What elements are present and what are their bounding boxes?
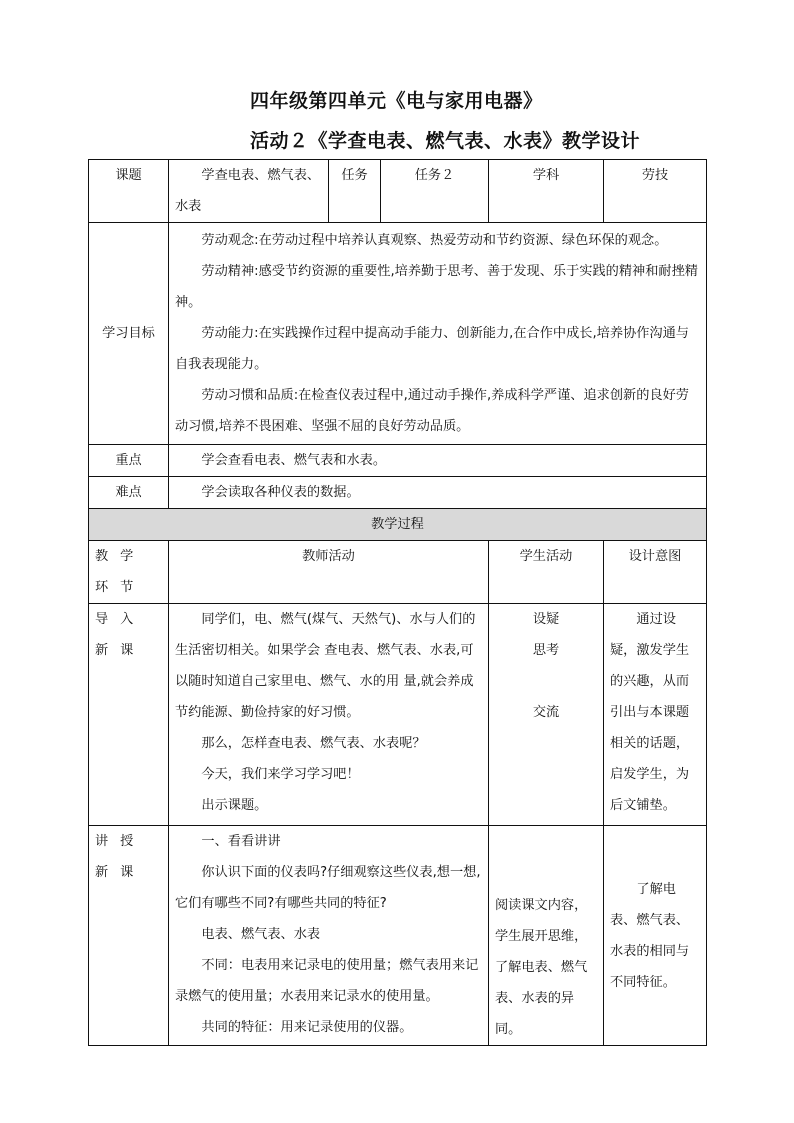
student-activity-line: 思考 — [532, 643, 560, 658]
student-activity-line — [495, 666, 597, 697]
student-column-header: 学生活动 — [489, 541, 604, 604]
key-point-label: 重点 — [89, 445, 169, 477]
key-point-row — [89, 445, 707, 477]
teacher-paragraph: 同学们，电、燃气(煤气、天然气)、水与人们的生活密切相关。如果学会 查电表、燃气表、水表,可以随时知道自己家里电、燃气、水的用 量,就会养成节约能源、勤俭持家的好习惯。 — [175, 612, 476, 720]
teacher-paragraph: 一、看看讲讲 — [201, 834, 281, 849]
key-point-value: 学会查看电表、燃气表和水表。 — [169, 445, 707, 477]
task-value: 任务２ — [381, 160, 489, 223]
subject-label: 学科 — [532, 168, 560, 183]
header-row — [89, 160, 707, 223]
difficulty-label: 难点 — [89, 477, 169, 509]
process-row-new — [89, 826, 707, 1046]
stage-cell — [89, 604, 169, 826]
teacher-activity-cell — [169, 604, 489, 826]
student-activity-line: 设疑 — [532, 612, 560, 627]
difficulty-row — [89, 477, 707, 509]
goal-item: 劳动精神:感受节约资源的重要性,培养勤于思考、善于发现、乐于实践的精神和耐挫精神。 — [175, 264, 698, 310]
teacher-paragraph: 那么，怎样查电表、燃气表、水表呢？ — [201, 736, 426, 751]
goal-item: 劳动观念:在劳动过程中培养认真观察、热爱劳动和节约资源、绿色环保的观念。 — [201, 233, 668, 248]
process-title: 教学过程 — [89, 509, 707, 541]
teacher-activity-cell — [169, 826, 489, 1046]
stage-text: 导入新课 — [95, 612, 146, 658]
document-subtitle: 活动２《学查电表、燃气表、水表》教学设计 — [250, 130, 641, 152]
subject-value: 劳技 — [604, 160, 707, 223]
goal-item: 劳动习惯和品质:在检查仪表过程中,通过动手操作,养成科学严谨、追求创新的良好劳动习惯,培养不畏困难、坚强不屈的良好劳动品质。 — [175, 388, 689, 434]
student-activity-text: 阅读课文内容，学生展开思维，了解电表、燃气表、水表的异同。 — [495, 898, 588, 1037]
subject-cell — [489, 160, 604, 223]
difficulty-value: 学会读取各种仪表的数据。 — [169, 477, 707, 509]
design-intent-cell: 通过设疑，激发学生的兴趣，从而引出与本课题相关的话题，启发学生，为后文铺垫。 — [604, 604, 707, 826]
process-row-intro — [89, 604, 707, 826]
goal-item: 劳动能力:在实践操作过程中提高动手能力、创新能力,在合作中成长,培养协作沟通与自我表现能力。 — [175, 326, 689, 372]
teacher-paragraph: 今天，我们来学习学习吧！ — [201, 767, 360, 782]
columns-header-row — [89, 541, 707, 604]
teacher-paragraph: 共同的特征：用来记录使用的仪器。 — [201, 1020, 413, 1035]
teacher-paragraph: 不同：电表用来记录电的使用量；燃气表用来记录燃气的使用量；水表用来记录水的使用量。 — [175, 958, 479, 1004]
stage-text: 讲授新课 — [95, 834, 146, 880]
stage-column-header — [89, 541, 169, 604]
teacher-column-header: 教师活动 — [169, 541, 489, 604]
student-activity-cell — [489, 826, 604, 1046]
intent-column-header: 设计意图 — [604, 541, 707, 604]
topic-label: 课题 — [89, 160, 169, 223]
task-label: 任务 — [329, 160, 381, 223]
process-title-row — [89, 509, 707, 541]
goals-content — [169, 223, 707, 445]
goals-row — [89, 223, 707, 445]
teacher-paragraph: 你认识下面的仪表吗?仔细观察这些仪表,想一想,它们有哪些不同?有哪些共同的特征? — [175, 865, 481, 911]
document-title: 四年级第四单元《电与家用电器》 — [250, 90, 543, 112]
stage-header-text: 教学环节 — [95, 549, 146, 595]
teacher-paragraph: 出示课题。 — [201, 798, 268, 813]
goals-label: 学习目标 — [89, 223, 169, 445]
lesson-plan-table — [88, 159, 707, 1046]
stage-cell — [89, 826, 169, 1046]
topic-value: 学查电表、燃气表、水表 — [169, 160, 329, 223]
student-activity-cell — [489, 604, 604, 826]
teacher-paragraph: 电表、燃气表、水表 — [201, 927, 321, 942]
design-intent-cell: 了解电表、燃气表、水表的相同与不同特征。 — [604, 826, 707, 1046]
student-activity-line: 交流 — [532, 705, 560, 720]
